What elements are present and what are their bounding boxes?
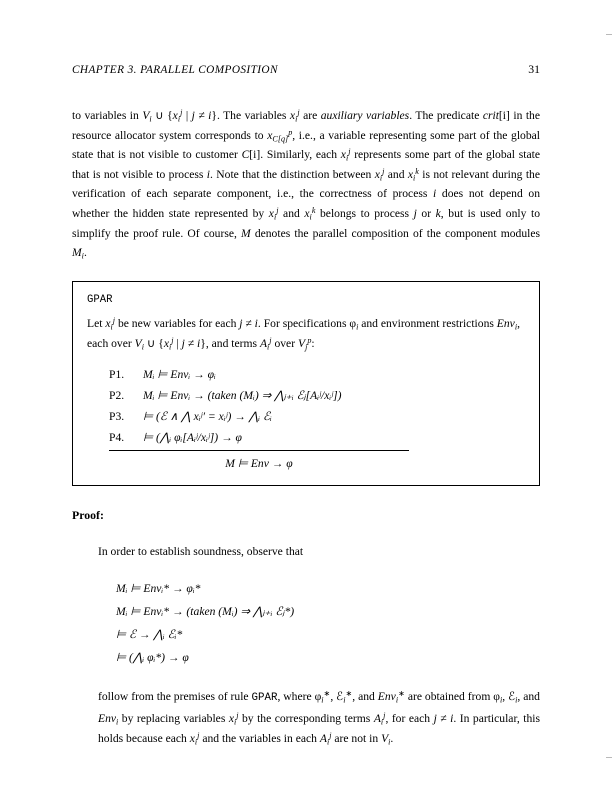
math-var: Env xyxy=(496,317,515,331)
math-var: ℰ xyxy=(336,690,344,704)
text-run: by the corresponding terms xyxy=(238,711,374,725)
premise-row xyxy=(109,364,525,385)
chapter-title: CHAPTER 3. PARALLEL COMPOSITION xyxy=(72,64,278,76)
math-var: φ xyxy=(493,690,500,704)
page-number: 31 xyxy=(528,62,540,76)
math-sup: j xyxy=(329,730,332,740)
running-header xyxy=(72,62,540,77)
rule-reference: GPAR xyxy=(251,692,278,705)
text-run: , for each xyxy=(385,711,434,725)
math-sub: i xyxy=(380,717,384,727)
math-var: x xyxy=(172,109,178,122)
math-sup: ∗ xyxy=(345,689,353,699)
math-sub: i xyxy=(326,736,330,746)
math-sub: i xyxy=(177,114,181,124)
math-var: ℰ xyxy=(508,690,516,704)
predicate-name: crit xyxy=(482,109,499,122)
math-var: A xyxy=(373,711,381,725)
text-run: | xyxy=(173,336,182,350)
text-run: denotes the parallel composition of the component modules xyxy=(250,226,540,240)
text-run: }. The variables xyxy=(211,109,290,122)
math-var: V xyxy=(381,731,389,745)
text-run: , and xyxy=(517,690,540,704)
proof-closing-paragraph xyxy=(98,687,540,748)
math-var: V xyxy=(297,336,306,350)
math-sup: p xyxy=(307,335,312,345)
math-sup: j xyxy=(348,146,351,156)
premise-formula: ⊨ (ℰ ∧ ⋀ xᵢʲ′ = xᵢʲ) → ⋀ᵢ ℰᵢ xyxy=(143,409,272,423)
math-sub: i xyxy=(499,695,503,705)
math-sub: i xyxy=(379,173,383,183)
math-sub: i xyxy=(515,695,518,705)
text-run: are xyxy=(299,109,321,122)
derived-formula: Mᵢ ⊨ Envᵢ* → (taken (Mᵢ) ⇒ ⋀ⱼ₊ᵢ ℰⱼ*) xyxy=(116,605,295,619)
math-var: Env xyxy=(98,711,117,725)
body-column xyxy=(72,106,540,748)
premise-row xyxy=(109,427,525,448)
premise-label: P4. xyxy=(109,430,125,444)
text-run: ∪ { xyxy=(144,336,164,350)
text-run: . For specifications xyxy=(257,317,350,331)
text-run: Let xyxy=(87,317,106,331)
math-sub: i xyxy=(514,322,518,332)
text-run: , xyxy=(330,690,337,704)
math-var: x xyxy=(189,731,195,745)
text-run: , i.e., a variable representing some part of the global state that is not visible to customer xyxy=(72,128,540,162)
premise-label: P2. xyxy=(109,388,125,402)
text-run: , but is used only to simplify the proof rule. Of course, xyxy=(72,206,541,240)
text-run: , xyxy=(502,690,509,704)
math-sup: j xyxy=(383,710,386,720)
math-var: i xyxy=(433,187,437,201)
text-run: | xyxy=(182,109,192,122)
text-run: be new variables for each xyxy=(115,317,240,331)
proof-rule-box xyxy=(72,281,540,486)
crop-mark-bottom xyxy=(606,757,612,758)
math-var: φ xyxy=(349,317,357,331)
text-run: and environment restrictions xyxy=(358,317,497,331)
inference-bar xyxy=(109,450,409,451)
text-run: represents some part of the global state that is not visible to process xyxy=(72,148,540,181)
math-var: x xyxy=(105,317,111,331)
text-run: . Note that the distinction between xyxy=(210,167,375,181)
math-sup: j xyxy=(382,166,385,176)
math-expr: j ≠ i xyxy=(433,711,454,725)
math-sup: j xyxy=(180,107,183,117)
premise-formula: Mᵢ ⊨ Envᵢ → (taken (Mᵢ) ⇒ ⋀ⱼ₊ᵢ ℰⱼ[Aᵢʲ/xᵢʲ]) xyxy=(143,388,342,402)
math-sub: i xyxy=(149,114,152,124)
math-sub: j xyxy=(305,342,308,352)
text-run: : xyxy=(311,336,315,350)
premise-formula: Mᵢ ⊨ Envᵢ → φᵢ xyxy=(143,367,216,381)
math-var: A xyxy=(259,336,268,350)
premise-row xyxy=(109,406,525,427)
math-sup: j xyxy=(236,710,239,720)
text-run: . xyxy=(390,731,394,745)
rule-intro xyxy=(87,314,525,353)
math-sub: i xyxy=(356,322,359,332)
math-var: i xyxy=(206,167,211,181)
math-sup: p xyxy=(288,127,293,137)
math-var: M xyxy=(241,226,251,240)
math-sup: j xyxy=(112,316,116,326)
text-run: . xyxy=(83,246,87,260)
math-sub: i xyxy=(395,695,399,705)
derived-formula: ⊨ ℰ → ⋀ᵢ ℰᵢ* xyxy=(116,628,183,642)
text-run: , where xyxy=(277,690,315,704)
math-var: x xyxy=(268,206,274,220)
text-run: . The predicate xyxy=(409,109,483,122)
math-sub: i xyxy=(309,212,312,222)
math-sup: j xyxy=(269,335,272,345)
math-sup: k xyxy=(311,205,316,215)
text-run: belongs to process xyxy=(315,206,414,220)
text-run: [i] xyxy=(498,109,510,122)
math-var: φ xyxy=(314,690,322,704)
math-var: C xyxy=(241,148,250,162)
paragraph-continuation xyxy=(72,106,540,263)
rule-name: GPAR xyxy=(87,293,113,306)
math-sub: i xyxy=(345,153,349,163)
text-run: in the resource allocator system corresponds to xyxy=(72,109,541,142)
math-var: j xyxy=(413,206,417,220)
text-run: and the variables in each xyxy=(199,731,320,745)
math-var: Env xyxy=(377,690,396,704)
math-var: x xyxy=(340,148,346,162)
math-sub: i xyxy=(343,695,346,705)
proof-heading: Proof: xyxy=(72,508,104,523)
text-run: [i]. Similarly, each xyxy=(249,148,341,162)
math-sub: i xyxy=(141,342,144,352)
math-sup: j xyxy=(276,205,279,215)
premise-label: P1. xyxy=(109,367,125,381)
math-sup: j xyxy=(171,335,174,345)
math-sub: i xyxy=(169,342,172,352)
math-sub: C[q] xyxy=(272,133,289,143)
text-run: follow from the premises of rule xyxy=(98,690,252,704)
math-var: V xyxy=(134,336,142,350)
math-expr: j ≠ i xyxy=(239,317,258,331)
math-var: x xyxy=(304,206,310,220)
emphasis-term: auxiliary variables xyxy=(320,109,410,122)
text-run: , each over xyxy=(87,317,520,350)
math-sub: i xyxy=(81,251,84,261)
math-sup: ∗ xyxy=(398,689,405,699)
math-sub: i xyxy=(233,717,237,727)
premise-row xyxy=(109,385,525,406)
text-run: over xyxy=(271,336,298,350)
math-var: x xyxy=(407,167,414,181)
math-var: A xyxy=(319,731,327,745)
math-var: x xyxy=(163,336,170,350)
text-run: are obtained from xyxy=(404,690,494,704)
math-var: V xyxy=(142,109,150,122)
math-sup: k xyxy=(415,166,419,176)
premise-label: P3. xyxy=(109,409,125,423)
crop-mark-top xyxy=(606,34,612,35)
math-sup: j xyxy=(297,107,300,117)
premise-list xyxy=(109,364,525,448)
text-run: ∪ { xyxy=(151,109,173,122)
math-var: x xyxy=(289,109,296,122)
text-run: . In particular, this holds because each xyxy=(98,711,540,745)
rule-conclusion: M ⊨ Env → φ xyxy=(225,456,293,470)
derived-formula-list xyxy=(116,577,540,669)
derived-formula: Mᵢ ⊨ Envᵢ* → φᵢ* xyxy=(116,582,201,596)
math-expr: j ≠ i xyxy=(191,109,212,122)
math-sub: i xyxy=(116,717,119,727)
text-run: by replacing variables xyxy=(118,711,229,725)
math-var: x xyxy=(374,167,380,181)
premise-formula: ⊨ (⋀ᵢ φᵢ[Aᵢʲ/xᵢʲ]) → φ xyxy=(143,430,242,444)
proof-intro: In order to establish soundness, observe that xyxy=(98,544,304,558)
text-run: }, and terms xyxy=(200,336,260,350)
math-sub: i xyxy=(267,342,270,352)
math-var: x xyxy=(267,128,273,142)
math-sub: i xyxy=(194,736,198,746)
text-run: , and xyxy=(352,690,378,704)
text-run: and xyxy=(278,206,305,220)
text-run: is not relevant during the verification of each separate component, i.e., the correctness of process xyxy=(72,167,540,201)
math-sub: i xyxy=(295,114,298,124)
math-sub: i xyxy=(321,695,324,705)
text-run: are not in xyxy=(331,731,382,745)
math-sup: j xyxy=(197,730,200,740)
math-sub: i xyxy=(388,736,391,746)
math-sub: i xyxy=(413,173,416,183)
math-var: x xyxy=(228,711,234,725)
math-sub: i xyxy=(110,322,113,332)
math-sub: i xyxy=(273,212,277,222)
math-var: k xyxy=(435,206,441,220)
text-run: and xyxy=(384,167,408,181)
math-sup: ∗ xyxy=(323,689,331,699)
derived-formula: ⊨ (⋀ᵢ φᵢ*) → φ xyxy=(116,651,189,665)
text-run: does not depend on whether the hidden state represented by xyxy=(72,187,541,220)
text-run: to variables in xyxy=(72,109,143,122)
math-expr: j ≠ i xyxy=(181,336,201,350)
text-run: or xyxy=(416,206,436,220)
math-var: M xyxy=(72,246,82,260)
